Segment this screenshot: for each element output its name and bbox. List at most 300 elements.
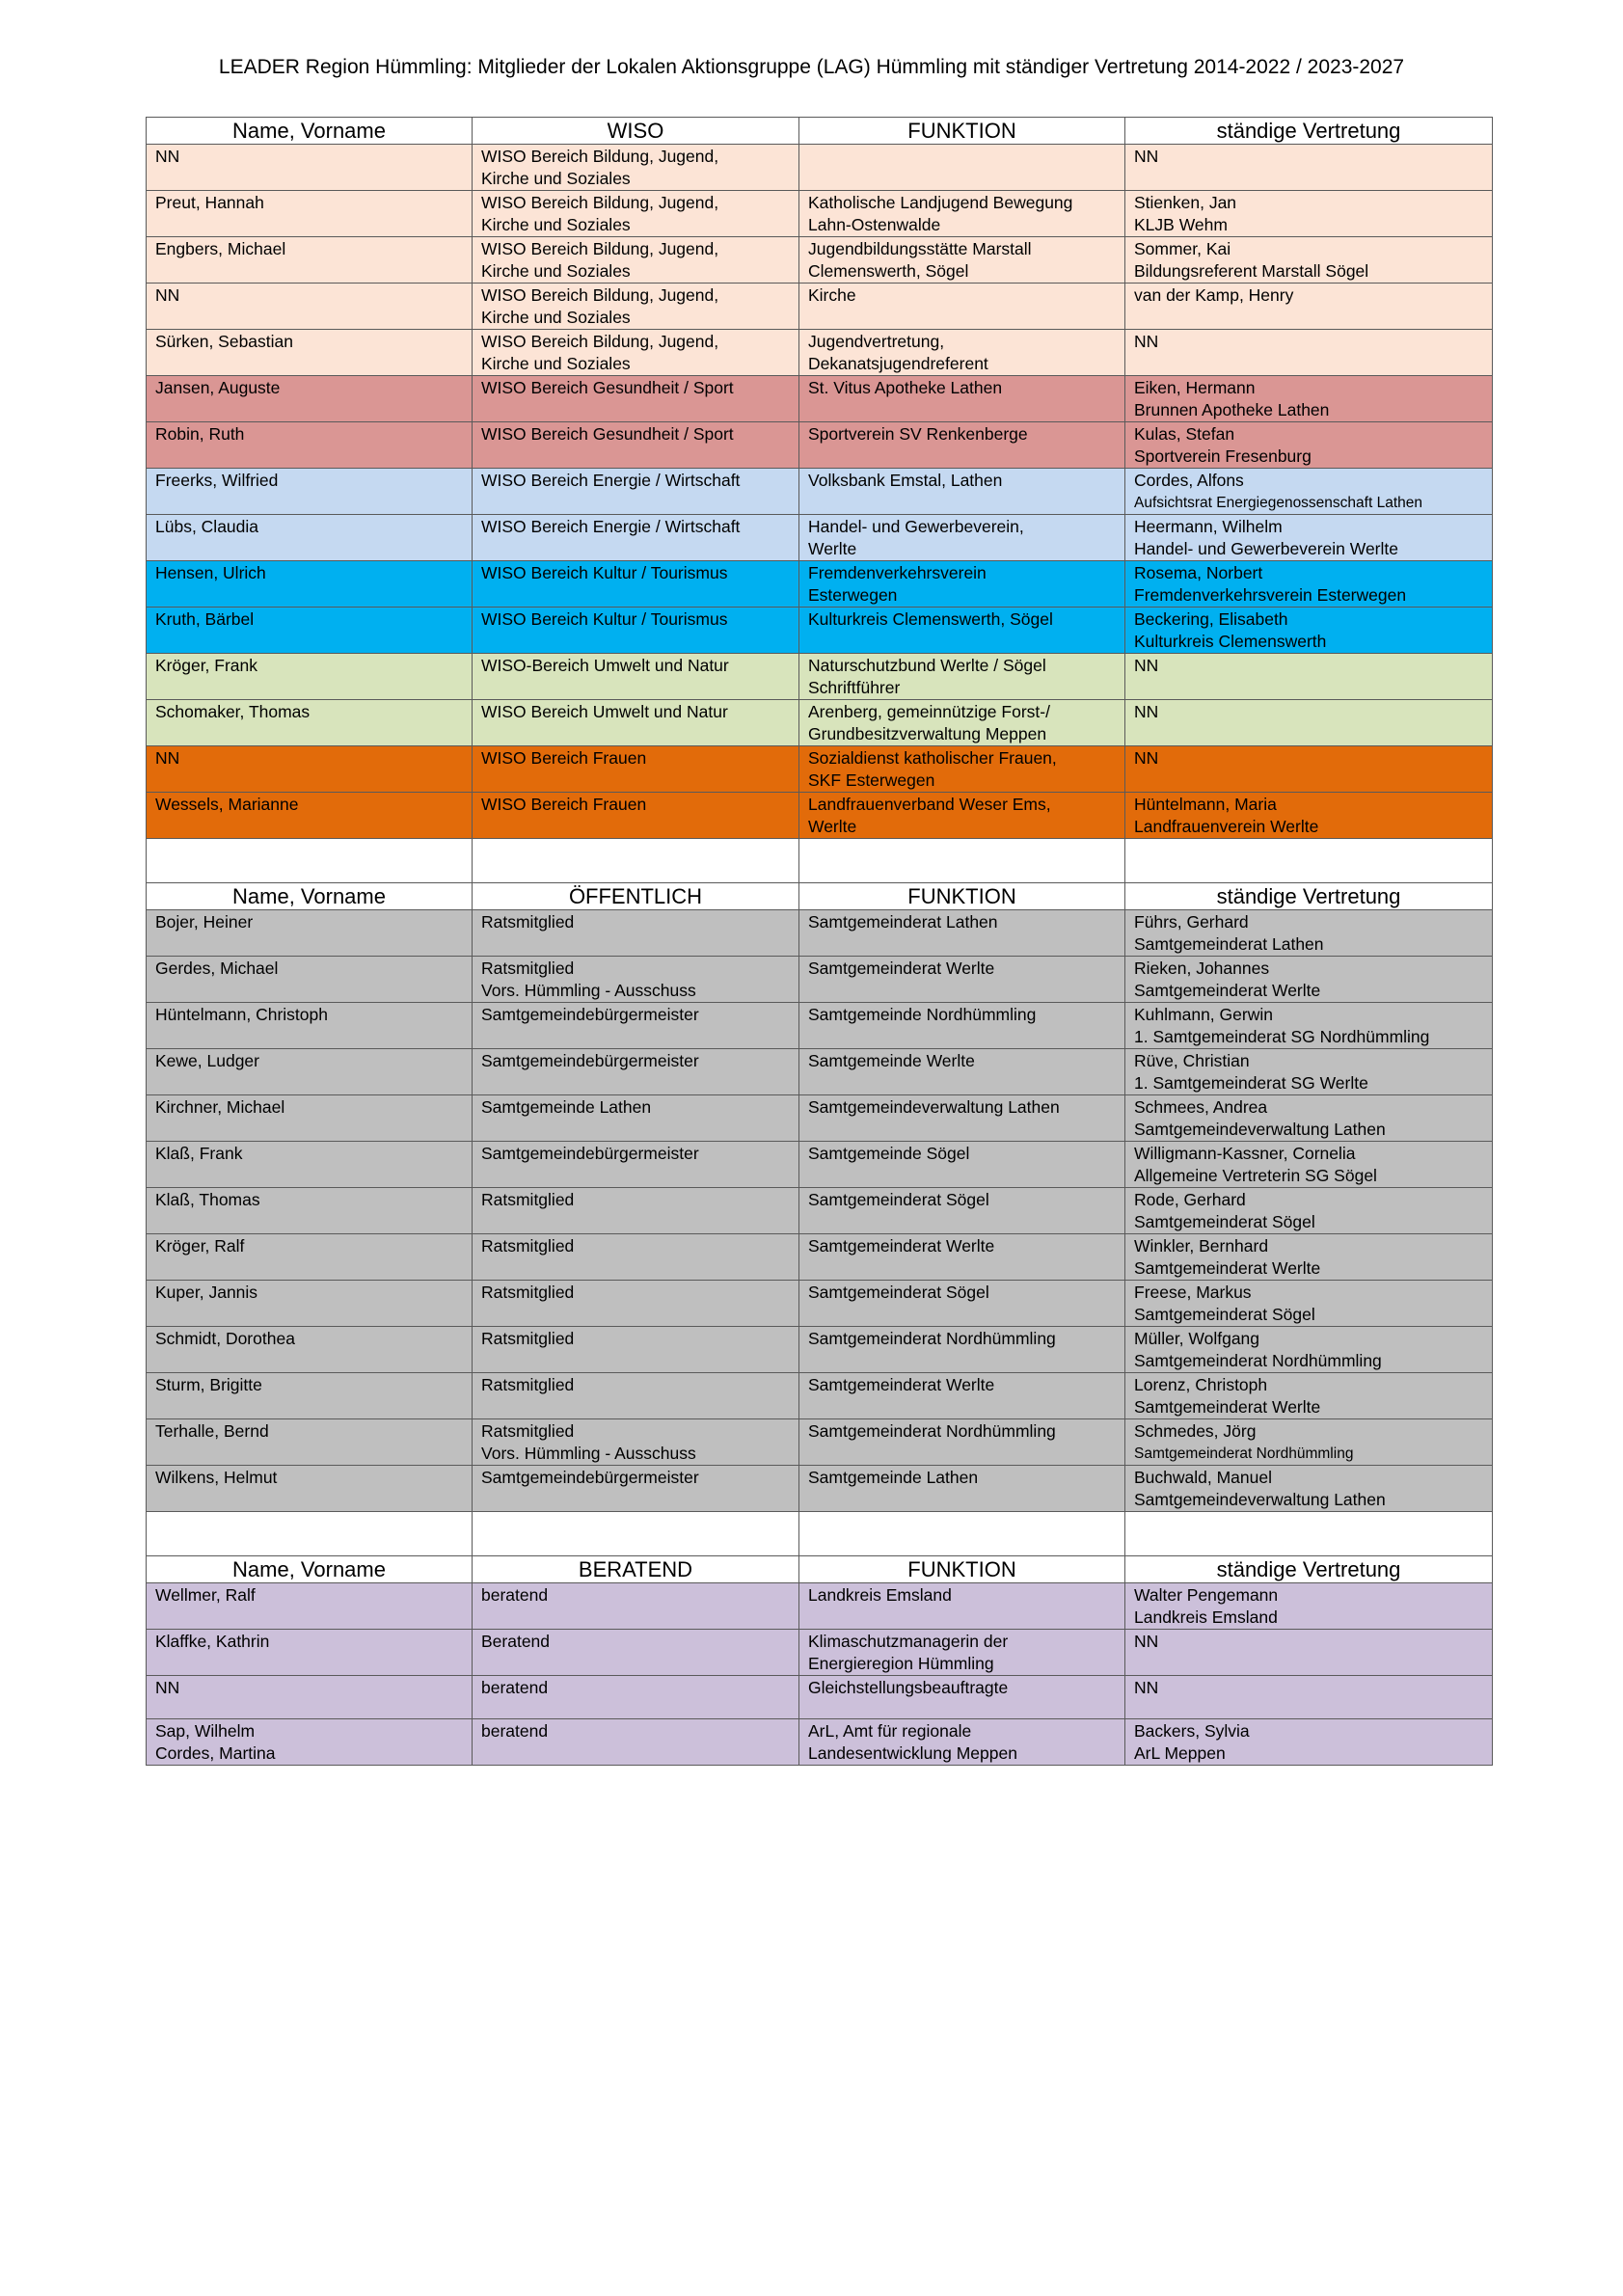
cell-line: WISO Bereich Kultur / Tourismus: [481, 563, 728, 582]
name-cell: [147, 1049, 473, 1095]
table-row: [147, 957, 1493, 1003]
spacer-row: [147, 839, 1493, 883]
cell-line: Freese, Markus: [1134, 1283, 1252, 1302]
table-row: [147, 1583, 1493, 1630]
cell-line: Kirche und Soziales: [481, 261, 631, 281]
category-cell: [473, 1234, 799, 1281]
name-cell: [147, 1095, 473, 1142]
function-cell: [799, 1373, 1125, 1419]
empty-cell: [1125, 839, 1493, 883]
cell-line: Wessels, Marianne: [155, 795, 299, 814]
function-cell: [799, 422, 1125, 469]
function-cell: [799, 1281, 1125, 1327]
cell-line: NN: [155, 147, 180, 166]
table-row: [147, 1095, 1493, 1142]
cell-line: Beratend: [481, 1632, 551, 1651]
function-cell: [799, 1003, 1125, 1049]
function-cell: [799, 330, 1125, 376]
function-cell: [799, 145, 1125, 191]
cell-line: Schmees, Andrea: [1134, 1097, 1268, 1117]
cell-line: Lahn-Ostenwalde: [808, 215, 941, 234]
cell-line: Cordes, Alfons: [1134, 471, 1244, 490]
cell-line: NN: [1134, 656, 1159, 675]
cell-line: Samtgemeindeverwaltung Lathen: [1134, 1120, 1386, 1139]
table-row: [147, 1630, 1493, 1676]
table-row: [147, 561, 1493, 608]
category-cell: [473, 330, 799, 376]
cell-line: Rüve, Christian: [1134, 1051, 1250, 1070]
cell-line: Heermann, Wilhelm: [1134, 517, 1283, 536]
name-cell: [147, 910, 473, 957]
deputy-cell: [1125, 1281, 1493, 1327]
cell-line: Ratsmitglied: [481, 1236, 575, 1256]
cell-line: Samtgemeindeverwaltung Lathen: [1134, 1490, 1386, 1509]
cell-line: Sportverein Fresenburg: [1134, 446, 1312, 466]
cell-line: Kulturkreis Clemenswerth: [1134, 632, 1327, 651]
cell-line: Ratsmitglied: [481, 1283, 575, 1302]
function-cell: [799, 1419, 1125, 1466]
cell-line: Klaß, Thomas: [155, 1190, 260, 1209]
deputy-cell: [1125, 1003, 1493, 1049]
cell-line: Vors. Hümmling - Ausschuss: [481, 1444, 696, 1463]
cell-line: Schomaker, Thomas: [155, 702, 311, 721]
cell-line: Samtgemeindebürgermeister: [481, 1051, 699, 1070]
cell-line: Führs, Gerhard: [1134, 912, 1249, 932]
name-cell: [147, 1234, 473, 1281]
cell-line: Arenberg, gemeinnützige Forst-/: [808, 702, 1050, 721]
table-row: [147, 1234, 1493, 1281]
cell-line: 1. Samtgemeinderat SG Nordhümmling: [1134, 1027, 1430, 1046]
cell-line: Sturm, Brigitte: [155, 1375, 262, 1394]
name-cell: [147, 469, 473, 515]
name-cell: [147, 746, 473, 793]
function-cell: [799, 515, 1125, 561]
function-cell: [799, 957, 1125, 1003]
name-cell: [147, 1466, 473, 1512]
function-cell: [799, 746, 1125, 793]
cell-line: Samtgemeinderat Werlte: [808, 1375, 995, 1394]
cell-line: Sürken, Sebastian: [155, 332, 294, 351]
category-cell: [473, 1188, 799, 1234]
cell-line: Werlte: [808, 817, 857, 836]
function-cell: [799, 1583, 1125, 1630]
table-row: [147, 1281, 1493, 1327]
deputy-cell: [1125, 1419, 1493, 1466]
category-cell: [473, 1003, 799, 1049]
deputy-cell: [1125, 1630, 1493, 1676]
table-row: [147, 515, 1493, 561]
category-cell: [473, 376, 799, 422]
column-header-function: FUNKTION: [799, 1556, 1125, 1583]
cell-line: Willigmann-Kassner, Cornelia: [1134, 1144, 1356, 1163]
category-cell: [473, 1049, 799, 1095]
cell-line: Rode, Gerhard: [1134, 1190, 1246, 1209]
cell-line: Katholische Landjugend Bewegung: [808, 193, 1073, 212]
deputy-cell: [1125, 957, 1493, 1003]
function-cell: [799, 700, 1125, 746]
cell-line: Wilkens, Helmut: [155, 1468, 278, 1487]
cell-line: WISO Bereich Bildung, Jugend,: [481, 193, 719, 212]
cell-line: Buchwald, Manuel: [1134, 1468, 1272, 1487]
deputy-cell: [1125, 284, 1493, 330]
cell-line: Bildungsreferent Marstall Sögel: [1134, 261, 1369, 281]
cell-line: 1. Samtgemeinderat SG Werlte: [1134, 1073, 1368, 1093]
cell-line: Samtgemeindebürgermeister: [481, 1144, 699, 1163]
cell-line: Samtgemeinde Nordhümmling: [808, 1005, 1037, 1024]
category-cell: [473, 793, 799, 839]
table-row: [147, 1419, 1493, 1466]
table-row: [147, 191, 1493, 237]
deputy-cell: [1125, 654, 1493, 700]
table-row: [147, 145, 1493, 191]
column-header-deputy: ständige Vertretung: [1125, 1556, 1493, 1583]
table-row: [147, 1466, 1493, 1512]
table-row: [147, 1676, 1493, 1719]
deputy-cell: [1125, 561, 1493, 608]
name-cell: [147, 1188, 473, 1234]
category-cell: [473, 1095, 799, 1142]
category-cell: [473, 910, 799, 957]
deputy-cell: [1125, 145, 1493, 191]
name-cell: [147, 1676, 473, 1719]
table-row: [147, 1142, 1493, 1188]
cell-line: Schmidt, Dorothea: [155, 1329, 295, 1348]
cell-line: Freerks, Wilfried: [155, 471, 279, 490]
cell-line: Vors. Hümmling - Ausschuss: [481, 981, 696, 1000]
deputy-cell: [1125, 700, 1493, 746]
category-cell: [473, 515, 799, 561]
cell-line: Samtgemeindebürgermeister: [481, 1005, 699, 1024]
cell-line: Samtgemeinderat Sögel: [1134, 1212, 1315, 1231]
cell-line: Kröger, Frank: [155, 656, 258, 675]
cell-line: WISO Bereich Gesundheit / Sport: [481, 378, 734, 397]
table-row: [147, 1049, 1493, 1095]
cell-line: WISO Bereich Bildung, Jugend,: [481, 332, 719, 351]
cell-line: Samtgemeinderat Werlte: [1134, 1397, 1321, 1417]
cell-line: Handel- und Gewerbeverein Werlte: [1134, 539, 1398, 558]
empty-cell: [147, 839, 473, 883]
cell-line: Samtgemeinderat Werlte: [808, 959, 995, 978]
cell-line: Fremdenverkehrsverein Esterwegen: [1134, 585, 1407, 605]
cell-line: Samtgemeinderat Sögel: [808, 1190, 989, 1209]
category-cell: [473, 957, 799, 1003]
cell-line: Samtgemeinde Werlte: [808, 1051, 975, 1070]
name-cell: [147, 1719, 473, 1766]
column-header-function: FUNKTION: [799, 118, 1125, 145]
category-cell: [473, 284, 799, 330]
category-cell: [473, 191, 799, 237]
cell-line: Samtgemeinderat Werlte: [1134, 981, 1321, 1000]
column-header-deputy: ständige Vertretung: [1125, 883, 1493, 910]
cell-line: Kuhlmann, Gerwin: [1134, 1005, 1273, 1024]
table-row: [147, 910, 1493, 957]
column-header-name: Name, Vorname: [147, 118, 473, 145]
deputy-cell: [1125, 1373, 1493, 1419]
category-cell: [473, 237, 799, 284]
cell-line: Kirchner, Michael: [155, 1097, 285, 1117]
category-cell: [473, 1281, 799, 1327]
cell-line: Ratsmitglied: [481, 912, 575, 932]
table-row: [147, 469, 1493, 515]
category-cell: [473, 1373, 799, 1419]
name-cell: [147, 237, 473, 284]
table-row: [147, 793, 1493, 839]
table-row: [147, 376, 1493, 422]
cell-line: WISO Bereich Gesundheit / Sport: [481, 424, 734, 444]
cell-line: Gerdes, Michael: [155, 959, 279, 978]
function-cell: [799, 1719, 1125, 1766]
cell-line: Hensen, Ulrich: [155, 563, 266, 582]
deputy-cell: [1125, 1188, 1493, 1234]
spacer-row: [147, 1512, 1493, 1556]
cell-line: Hüntelmann, Christoph: [155, 1005, 328, 1024]
table-row: [147, 1003, 1493, 1049]
name-cell: [147, 957, 473, 1003]
cell-line: Ratsmitglied: [481, 1329, 575, 1348]
cell-line: Backers, Sylvia: [1134, 1721, 1250, 1741]
cell-line: Samtgemeinderat Sögel: [808, 1283, 989, 1302]
cell-line: NN: [1134, 748, 1159, 768]
cell-line: NN: [1134, 1678, 1159, 1697]
function-cell: [799, 1466, 1125, 1512]
deputy-cell: [1125, 1095, 1493, 1142]
section-header-row: [147, 118, 1493, 145]
cell-line: WISO Bereich Bildung, Jugend,: [481, 285, 719, 305]
deputy-cell: [1125, 469, 1493, 515]
deputy-cell: [1125, 1719, 1493, 1766]
function-cell: [799, 1676, 1125, 1719]
cell-line: Klaß, Frank: [155, 1144, 243, 1163]
deputy-cell: [1125, 515, 1493, 561]
deputy-cell: [1125, 422, 1493, 469]
function-cell: [799, 469, 1125, 515]
category-cell: [473, 422, 799, 469]
cell-line: NN: [1134, 1632, 1159, 1651]
table-row: [147, 284, 1493, 330]
cell-line: beratend: [481, 1585, 549, 1605]
cell-line: Kirche und Soziales: [481, 308, 631, 327]
cell-line: Preut, Hannah: [155, 193, 264, 212]
cell-line: Landkreis Emsland: [808, 1585, 952, 1605]
name-cell: [147, 793, 473, 839]
cell-line: Sozialdienst katholischer Frauen,: [808, 748, 1057, 768]
name-cell: [147, 654, 473, 700]
cell-line: beratend: [481, 1678, 549, 1697]
column-header-category: WISO: [473, 118, 799, 145]
cell-line: Ratsmitglied: [481, 959, 575, 978]
name-cell: [147, 1003, 473, 1049]
cell-line: NN: [1134, 702, 1159, 721]
name-cell: [147, 700, 473, 746]
cell-line: Jansen, Auguste: [155, 378, 281, 397]
name-cell: [147, 191, 473, 237]
cell-line: Samtgemeinderat Lathen: [1134, 934, 1324, 954]
function-cell: [799, 237, 1125, 284]
cell-line: Samtgemeinderat Werlte: [808, 1236, 995, 1256]
category-cell: [473, 746, 799, 793]
cell-line: Naturschutzbund Werlte / Sögel: [808, 656, 1046, 675]
deputy-cell: [1125, 910, 1493, 957]
cell-line: Sommer, Kai: [1134, 239, 1231, 258]
column-header-name: Name, Vorname: [147, 883, 473, 910]
function-cell: [799, 376, 1125, 422]
cell-line: Stienken, Jan: [1134, 193, 1237, 212]
cell-line: Fremdenverkehrsverein: [808, 563, 987, 582]
cell-line: Landesentwicklung Meppen: [808, 1743, 1017, 1763]
function-cell: [799, 1234, 1125, 1281]
cell-line: Hüntelmann, Maria: [1134, 795, 1277, 814]
deputy-cell: [1125, 191, 1493, 237]
name-cell: [147, 1630, 473, 1676]
function-cell: [799, 1188, 1125, 1234]
cell-line: Werlte: [808, 539, 857, 558]
category-cell: [473, 1583, 799, 1630]
cell-line: WISO Bereich Bildung, Jugend,: [481, 147, 719, 166]
cell-line: Samtgemeindebürgermeister: [481, 1468, 699, 1487]
cell-line: NN: [1134, 147, 1159, 166]
cell-line: Samtgemeinde Lathen: [808, 1468, 979, 1487]
name-cell: [147, 284, 473, 330]
cell-line: NN: [155, 748, 180, 768]
cell-line: WISO Bereich Frauen: [481, 795, 647, 814]
function-cell: [799, 191, 1125, 237]
cell-line: Handel- und Gewerbeverein,: [808, 517, 1024, 536]
category-cell: [473, 1327, 799, 1373]
cell-line: Walter Pengemann: [1134, 1585, 1279, 1605]
cell-line: Brunnen Apotheke Lathen: [1134, 400, 1330, 419]
category-cell: [473, 608, 799, 654]
deputy-cell: [1125, 1142, 1493, 1188]
cell-line: Samtgemeinderat Nordhümmling: [808, 1329, 1056, 1348]
cell-line: KLJB Wehm: [1134, 215, 1228, 234]
cell-line: NN: [155, 1678, 180, 1697]
column-header-name: Name, Vorname: [147, 1556, 473, 1583]
cell-line: Landfrauenverband Weser Ems,: [808, 795, 1051, 814]
table-row: [147, 330, 1493, 376]
deputy-cell: [1125, 1466, 1493, 1512]
cell-line: Robin, Ruth: [155, 424, 245, 444]
cell-line: Samtgemeinderat Sögel: [1134, 1305, 1315, 1324]
cell-line: Cordes, Martina: [155, 1743, 276, 1763]
cell-line: Samtgemeinderat Nordhümmling: [1134, 1351, 1382, 1370]
cell-line: Sap, Wilhelm: [155, 1721, 256, 1741]
cell-line: Kirche und Soziales: [481, 354, 631, 373]
cell-line: Gleichstellungsbeauftragte: [808, 1678, 1009, 1697]
cell-line: Rieken, Johannes: [1134, 959, 1270, 978]
cell-line: NN: [155, 285, 180, 305]
section-header-row: [147, 1556, 1493, 1583]
empty-cell: [473, 839, 799, 883]
section-header-row: [147, 883, 1493, 910]
cell-line: Schmedes, Jörg: [1134, 1421, 1257, 1441]
empty-cell: [473, 1512, 799, 1556]
deputy-cell: [1125, 1049, 1493, 1095]
cell-line: Samtgemeinderat Werlte: [1134, 1258, 1321, 1278]
deputy-cell: [1125, 793, 1493, 839]
cell-line: Klaffke, Kathrin: [155, 1632, 270, 1651]
name-cell: [147, 330, 473, 376]
function-cell: [799, 793, 1125, 839]
cell-line: Wellmer, Ralf: [155, 1585, 256, 1605]
column-header-category: BERATEND: [473, 1556, 799, 1583]
table-row: [147, 1719, 1493, 1766]
cell-line: Volksbank Emstal, Lathen: [808, 471, 1003, 490]
cell-line: Ratsmitglied: [481, 1190, 575, 1209]
cell-line: Kewe, Ludger: [155, 1051, 259, 1070]
cell-line: Jugendvertretung,: [808, 332, 945, 351]
cell-line: Kirche: [808, 285, 856, 305]
table-row: [147, 700, 1493, 746]
cell-line: WISO Bereich Umwelt und Natur: [481, 702, 728, 721]
name-cell: [147, 1327, 473, 1373]
cell-line: Samtgemeindeverwaltung Lathen: [808, 1097, 1060, 1117]
cell-line: Bojer, Heiner: [155, 912, 254, 932]
category-cell: [473, 145, 799, 191]
category-cell: [473, 654, 799, 700]
cell-line: Landkreis Emsland: [1134, 1607, 1278, 1627]
category-cell: [473, 1630, 799, 1676]
cell-line: van der Kamp, Henry: [1134, 285, 1294, 305]
function-cell: [799, 1630, 1125, 1676]
cell-line: Kulas, Stefan: [1134, 424, 1235, 444]
table-body: [147, 118, 1493, 1766]
cell-line: Samtgemeinderat Nordhümmling: [808, 1421, 1056, 1441]
name-cell: [147, 145, 473, 191]
category-cell: [473, 561, 799, 608]
category-cell: [473, 1466, 799, 1512]
cell-line: Dekanatsjugendreferent: [808, 354, 988, 373]
cell-line: Schriftführer: [808, 678, 901, 697]
cell-line: Aufsichtsrat Energiegenossenschaft Lathen: [1134, 495, 1422, 511]
cell-line: WISO Bereich Frauen: [481, 748, 647, 768]
name-cell: [147, 1419, 473, 1466]
cell-line: Sportverein SV Renkenberge: [808, 424, 1028, 444]
function-cell: [799, 1142, 1125, 1188]
name-cell: [147, 561, 473, 608]
name-cell: [147, 1281, 473, 1327]
cell-line: Kulturkreis Clemenswerth, Sögel: [808, 609, 1053, 629]
cell-line: NN: [1134, 332, 1159, 351]
function-cell: [799, 654, 1125, 700]
table-row: [147, 237, 1493, 284]
name-cell: [147, 608, 473, 654]
table-row: [147, 608, 1493, 654]
cell-line: Esterwegen: [808, 585, 898, 605]
cell-line: beratend: [481, 1721, 549, 1741]
deputy-cell: [1125, 1327, 1493, 1373]
cell-line: Allgemeine Vertreterin SG Sögel: [1134, 1166, 1377, 1185]
function-cell: [799, 1095, 1125, 1142]
cell-line: Ratsmitglied: [481, 1421, 575, 1441]
cell-line: Klimaschutzmanagerin der: [808, 1632, 1009, 1651]
cell-line: Engbers, Michael: [155, 239, 286, 258]
cell-line: Beckering, Elisabeth: [1134, 609, 1288, 629]
function-cell: [799, 910, 1125, 957]
column-header-category: ÖFFENTLICH: [473, 883, 799, 910]
lag-members-table: [146, 117, 1493, 1766]
cell-line: Energieregion Hümmling: [808, 1654, 994, 1673]
cell-line: ArL, Amt für regionale: [808, 1721, 972, 1741]
cell-line: ArL Meppen: [1134, 1743, 1226, 1763]
function-cell: [799, 284, 1125, 330]
name-cell: [147, 422, 473, 469]
function-cell: [799, 608, 1125, 654]
category-cell: [473, 1142, 799, 1188]
cell-line: SKF Esterwegen: [808, 770, 935, 790]
column-header-deputy: ständige Vertretung: [1125, 118, 1493, 145]
cell-line: Jugendbildungsstätte Marstall: [808, 239, 1032, 258]
function-cell: [799, 1327, 1125, 1373]
